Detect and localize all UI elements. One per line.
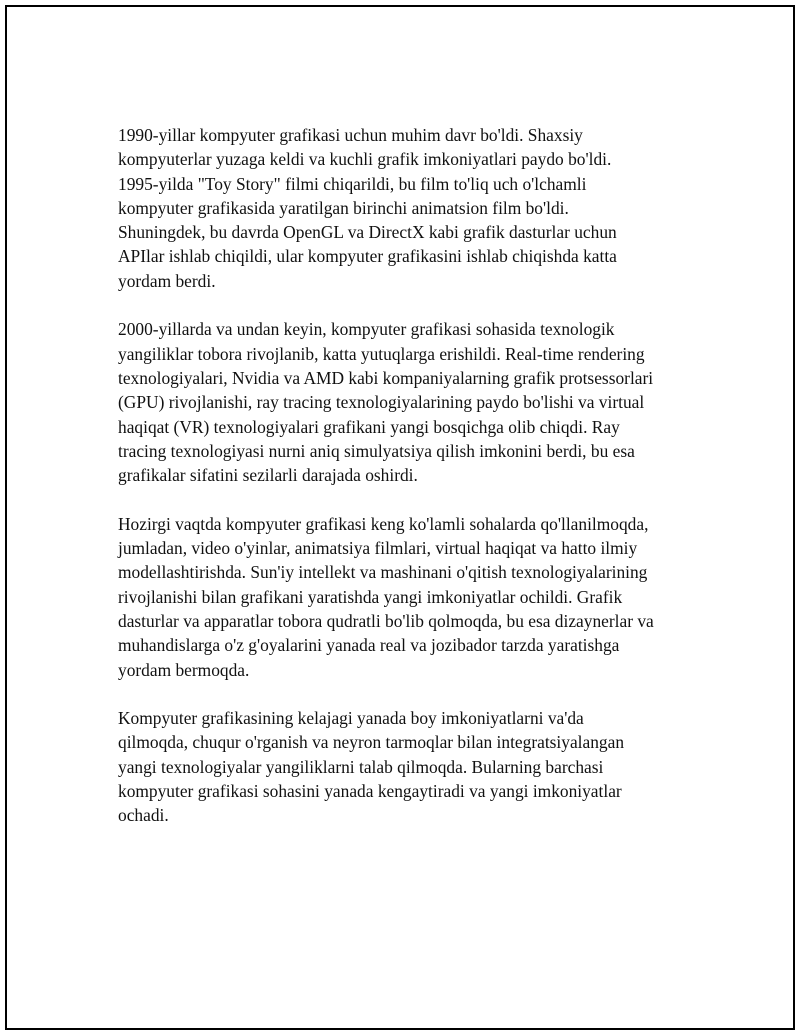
paragraph-line: APIlar ishlab chiqildi, ular kompyuter grafikasini ishlab chiqishda katta [118, 246, 617, 267]
paragraph-line: muhandislarga o'z g'oyalarini yanada real va jozibador tarzda yaratishga [118, 635, 620, 656]
paragraph-line: rivojlanishi bilan grafikani yaratishda yangi imkoniyatlar ochildi. Grafik [118, 586, 623, 607]
paragraph-line: ochadi. [118, 805, 169, 826]
paragraph-line: dasturlar va apparatlar tobora qudratli bo'lib qolmoqda, bu esa dizaynerlar va [118, 610, 654, 631]
paragraph-line: kompyuter grafikasida yaratilgan birinchi animatsion film bo'ldi. [118, 197, 569, 218]
paragraph-1 [118, 123, 708, 293]
paragraph-line: haqiqat (VR) texnologiyalari grafikani yangi bosqichga olib chiqdi. Ray [118, 416, 620, 437]
paragraph-line: kompyuter grafikasi sohasini yanada kengaytiradi va yangi imkoniyatlar [118, 781, 622, 802]
paragraph-line: 2000-yillarda va undan keyin, kompyuter grafikasi sohasida texnologik [118, 319, 615, 340]
paragraph-line: tracing texnologiyasi nurni aniq simulyatsiya qilish imkonini berdi, bu esa [118, 440, 635, 461]
paragraph-line: Kompyuter grafikasining kelajagi yanada boy imkoniyatlarni va'da [118, 708, 584, 729]
paragraph-line: yangi texnologiyalar yangiliklarni talab qilmoqda. Bularning barchasi [118, 756, 604, 777]
paragraph-line: jumladan, video o'yinlar, animatsiya filmlari, virtual haqiqat va hatto ilmiy [118, 538, 638, 559]
paragraph-line: Hozirgi vaqtda kompyuter grafikasi keng ko'lamli sohalarda qo'llanilmoqda, [118, 513, 649, 534]
paragraph-line: (GPU) rivojlanishi, ray tracing texnologiyalarining paydo bo'lishi va virtual [118, 392, 645, 413]
paragraph-line: yangiliklar tobora rivojlanib, katta yutuqlarga erishildi. Real-time rendering [118, 343, 645, 364]
page-frame [5, 5, 795, 1030]
paragraph-4 [118, 706, 708, 827]
paragraph-line: 1990-yillar kompyuter grafikasi uchun muhim davr bo'ldi. Shaxsiy [118, 125, 583, 145]
paragraph-line: yordam berdi. [118, 270, 216, 291]
paragraph-line: 1995-yilda "Toy Story" filmi chiqarildi, bu film to'liq uch o'lchamli [118, 173, 587, 194]
paragraph-line: qilmoqda, chuqur o'rganish va neyron tarmoqlar bilan integratsiyalangan [118, 732, 625, 753]
paragraph-line: grafikalar sifatini sezilarli darajada oshirdi. [118, 465, 418, 486]
document-body [118, 123, 708, 852]
paragraph-3 [118, 512, 708, 682]
paragraph-line: texnologiyalari, Nvidia va AMD kabi kompaniyalarning grafik protsessorlari [118, 367, 654, 388]
paragraph-line: modellashtirishda. Sun'iy intellekt va mashinani o'qitish texnologiyalarining [118, 562, 648, 583]
paragraph-line: yordam bermoqda. [118, 659, 250, 680]
paragraph-line: kompyuterlar yuzaga keldi va kuchli grafik imkoniyatlari paydo bo'ldi. [118, 149, 612, 170]
paragraph-line: Shuningdek, bu davrda OpenGL va DirectX kabi grafik dasturlar uchun [118, 222, 617, 243]
paragraph-2 [118, 317, 708, 487]
